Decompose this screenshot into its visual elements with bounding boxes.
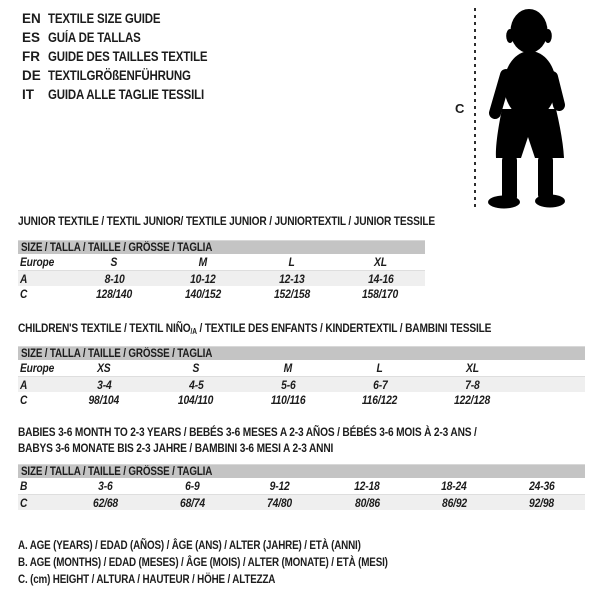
height-measure-dotted-line [474, 8, 476, 209]
junior-size-table [18, 240, 425, 302]
language-label: TEXTILE SIZE GUIDE [48, 11, 161, 26]
baby-arm-right [552, 77, 559, 105]
children-size-table [18, 346, 585, 408]
language-code: ES [22, 30, 41, 45]
table-row: B 3-6 6-9 9-12 12-18 18-24 24-36 [20, 479, 555, 493]
row-label: B [20, 479, 28, 493]
baby-head [511, 9, 548, 53]
row-label: A [20, 377, 28, 392]
table-row: C 128/140 140/152 152/158 158/170 [20, 287, 399, 301]
table-row: C 62/68 68/74 74/80 80/86 86/92 92/98 [18, 494, 585, 510]
language-label: GUIDE DES TAILLES TEXTILE [48, 49, 208, 64]
table-size-header: SIZE / TALLA / TAILLE / GRÖSSE / TAGLIA [18, 346, 585, 360]
row-label: Europe [20, 255, 55, 269]
baby-silhouette-image [486, 5, 578, 211]
language-code: IT [22, 87, 34, 102]
baby-arm-left [495, 75, 506, 113]
language-label: GUÍA DE TALLAS [48, 30, 141, 45]
table-row: Europe XS S M L XL [20, 361, 479, 375]
row-label: C [20, 393, 28, 407]
language-code: DE [22, 68, 41, 83]
row-label: Europe [20, 361, 55, 375]
children-section-title: CHILDREN'S TEXTILE / TEXTIL $NIÑO_{/A}$ / TEXTILE DES ENFANTS / KINDERTEXTIL / BAMBINI TESSILE [18, 321, 492, 336]
babies-size-table [18, 464, 585, 510]
baby-shorts [496, 109, 564, 158]
baby-leg-right [538, 155, 553, 200]
babies-section-title: BABIES 3-6 MONTH TO 2-3 YEARS / BEBÉS 3-6 MESES A 2-3 AÑOS / BÉBÉS 3-6 MOIS À 2-3 ANS / BABYS 3-6 MONATE BIS 2-3 JAHRE / BAMBINI 3-6 MESI A 2-3 ANNI [18, 425, 477, 455]
baby-foot-right [535, 195, 565, 208]
language-list [22, 9, 236, 104]
row-label: C [20, 495, 28, 510]
language-label: GUIDA ALLE TAGLIE TESSILI [48, 87, 204, 102]
table-size-header: SIZE / TALLA / TAILLE / GRÖSSE / TAGLIA [18, 464, 585, 478]
table-row: Europe S M L XL [20, 255, 387, 269]
measure-legend [18, 536, 480, 587]
table-row: A 8-10 10-12 12-13 14-16 [18, 270, 425, 286]
language-row-de [22, 66, 236, 85]
language-row-en [22, 9, 236, 28]
language-row-fr [22, 47, 236, 66]
baby-foot-left [488, 196, 520, 209]
legend-line-c: C. (cm) HEIGHT / ALTURA / HAUTEUR / HÖHE / ALTEZZA [18, 571, 276, 586]
row-label: C [20, 287, 28, 301]
language-code: FR [22, 49, 40, 64]
language-label: TEXTILGRÖßENFÜHRUNG [48, 68, 191, 83]
table-row: C 98/104 104/110 110/116 116/122 122/128 [20, 393, 491, 407]
row-label: A [20, 271, 28, 286]
table-size-header: SIZE / TALLA / TAILLE / GRÖSSE / TAGLIA [18, 240, 425, 254]
language-row-es [22, 28, 236, 47]
baby-ear-left [506, 29, 514, 43]
junior-section-title: JUNIOR TEXTILE / TEXTIL JUNIOR/ TEXTILE JUNIOR / JUNIORTEXTIL / JUNIOR TESSILE [18, 214, 436, 228]
legend-line-b: B. AGE (MONTHS) / EDAD (MESES) / ÂGE (MOIS) / ALTER (MONATE) / ETÀ (MESI) [18, 554, 388, 569]
baby-ear-right [544, 29, 552, 43]
language-code: EN [22, 11, 41, 26]
legend-line-a: A. AGE (YEARS) / EDAD (AÑOS) / ÂGE (ANS) / ALTER (JAHRE) / ETÀ (ANNI) [18, 537, 361, 552]
table-row: A 3-4 4-5 5-6 6-7 7-8 [18, 376, 585, 392]
language-row-it [22, 85, 236, 104]
height-measure-label: C [455, 101, 465, 116]
baby-leg-left [502, 155, 517, 202]
